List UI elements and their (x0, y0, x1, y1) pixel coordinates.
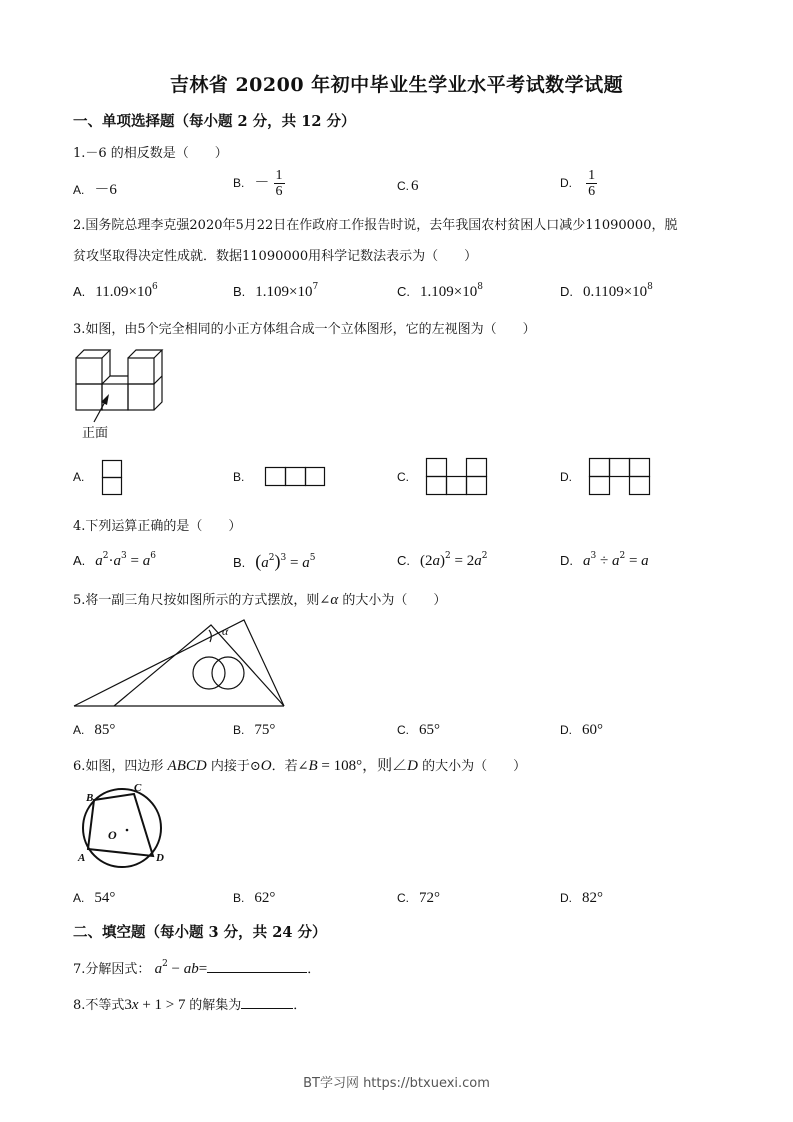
option-label: A. (73, 891, 85, 905)
q4-option-d: D. $a^3 \div a^2 = a$ (560, 551, 649, 569)
numerator: 1 (588, 168, 596, 183)
alpha-variable: α (330, 592, 339, 608)
option-label: B. (233, 555, 246, 570)
vertex-c-label: C (134, 782, 142, 794)
question-1-stem (73, 142, 228, 161)
alpha-label: α (222, 624, 229, 638)
question-text: －6 的相反数是（ ） (85, 146, 228, 161)
q2-option-c (397, 282, 483, 301)
q4-option-c: C. $(2a)^2 = 2a^2$ (397, 551, 488, 569)
section-heading-choice: 一、单项选择题（每小题 2 分，共 12 分） (73, 113, 356, 130)
question-text: 将一副三角尺按如图所示的方式摆放，则∠ (85, 593, 331, 608)
q6-option-d (560, 890, 603, 907)
option-label: A. (73, 470, 85, 484)
question-text: 下列运算正确的是（ ） (85, 519, 242, 534)
vertex-a-label: A (78, 852, 86, 864)
option-label: B. (233, 470, 245, 484)
option-label: A. (73, 553, 86, 568)
circle-name: O (260, 758, 272, 774)
q6-option-a (73, 890, 115, 907)
question-text: ．若∠ (271, 759, 309, 774)
option-label: B. (233, 284, 246, 299)
option-label: A. (73, 183, 85, 197)
question-4-stem (73, 515, 241, 534)
center-o-label: O (108, 828, 117, 842)
answer-blank[interactable] (207, 972, 307, 973)
q3-option-c-view (426, 458, 488, 496)
option-value: －6 (94, 182, 117, 198)
q4-option-a: A. $a^2\cdot a^3 = a^6$ (73, 551, 156, 569)
option-value: 11.09×10 (95, 284, 152, 300)
answer-blank[interactable] (241, 1008, 293, 1009)
question-7: 7.分解因式： $a^2 - ab=$ ． (73, 959, 321, 977)
option-label: A. (73, 723, 85, 737)
question-5-stem (73, 589, 446, 609)
option-value: 62° (254, 890, 276, 906)
question-text: = 108°，则∠ (317, 758, 408, 774)
option-value: 1.109×10 (255, 284, 313, 300)
q3-option-d-view (589, 458, 651, 496)
question-text: 分解因式： (85, 962, 151, 977)
q2-option-d (560, 282, 653, 301)
question-number: 2. (73, 218, 86, 233)
option-value: 1.109×10 (420, 284, 478, 300)
denominator: 6 (588, 184, 596, 199)
option-value: 60° (582, 722, 603, 738)
question-number: 1. (73, 146, 86, 161)
q3-option-a-view (102, 460, 122, 496)
q4-option-b: B. $(a^2)^3 = a^5$ (233, 551, 316, 571)
option-label: D. (560, 891, 572, 905)
option-value: 6 (411, 178, 419, 194)
question-text: 国务院总理李克强2020年5月22日在作政府工作报告时说，去年我国农村贫困人口减少11090000，脱 (85, 218, 678, 233)
option-value: 75° (254, 722, 276, 738)
footer-watermark: BT学习网 https://btxuexi.com (303, 1076, 490, 1091)
exponent: 8 (477, 282, 483, 292)
vertex-d-label: D (156, 852, 164, 864)
option-value: 82° (582, 890, 603, 906)
q5-option-d (560, 722, 603, 739)
option-label: D. (560, 176, 572, 190)
cube-figure (76, 350, 176, 420)
option-value: 85° (94, 722, 116, 738)
question-6-stem (73, 754, 526, 775)
option-label: B. (233, 176, 245, 190)
section-heading-fill-blank: 二、填空题（每小题 3 分，共 24 分） (73, 924, 327, 941)
fraction (586, 168, 597, 199)
vertex-b-label: B (86, 792, 94, 804)
question-text: 如图，四边形 (85, 759, 168, 774)
option-label: D. (560, 723, 572, 737)
question-number: 3. (73, 322, 86, 337)
triangle-rulers-figure (72, 615, 288, 710)
q1-option-d (560, 168, 597, 199)
question-number: 7. (73, 962, 86, 977)
q6-option-c (397, 890, 440, 907)
page-title: 吉林省 20200 年初中毕业生学业水平考试数学试题 (169, 74, 624, 96)
q3-option-b-view (265, 467, 325, 487)
q3-option-b (233, 470, 254, 485)
question-text: 的大小为（ ） (417, 759, 527, 774)
option-value: 72° (419, 890, 440, 906)
option-label: C. (397, 179, 409, 193)
option-label: C. (397, 891, 409, 905)
question-text-end: 的大小为（ ） (338, 593, 447, 608)
front-label: 正面 (82, 426, 109, 441)
q5-option-c (397, 722, 440, 739)
denominator: 6 (275, 184, 283, 199)
q2-option-b (233, 282, 318, 301)
angle-b: B (308, 758, 318, 774)
question-8: 8.不等式3x + 1 > 7 的解集为 ． (73, 997, 307, 1013)
q2-option-a (73, 282, 158, 301)
question-number: 8. (73, 998, 86, 1013)
option-label: D. (560, 553, 573, 568)
question-3-stem (73, 318, 536, 337)
q1-option-a (73, 178, 117, 199)
option-value: 0.1109×10 (583, 284, 648, 300)
exponent: 6 (151, 282, 158, 292)
option-label: B. (233, 891, 245, 905)
option-label: C. (397, 723, 409, 737)
option-label: D. (560, 470, 572, 484)
option-label: A. (73, 284, 86, 299)
exponent: 8 (647, 282, 653, 292)
fraction (274, 168, 285, 199)
q1-option-c (397, 178, 419, 195)
numerator: 1 (275, 168, 283, 183)
option-label: D. (560, 284, 573, 299)
question-text: 如图，由5个完全相同的小正方体组合成一个立体图形，它的左视图为（ ） (85, 322, 536, 337)
period: ． (307, 962, 321, 977)
question-2-stem-line1 (73, 214, 677, 233)
question-number: 6. (73, 759, 86, 774)
q6-option-b (233, 890, 275, 907)
question-number: 4. (73, 519, 86, 534)
option-value: 54° (94, 890, 116, 906)
option-label: C. (397, 553, 410, 568)
option-label: C. (397, 284, 410, 299)
q3-option-c (397, 470, 419, 485)
q1-option-b (233, 168, 285, 199)
q5-option-b (233, 722, 275, 739)
question-2-stem-line2: 贫攻坚取得决定性成就．数据11090000用科学记数法表示为（ ） (73, 249, 478, 264)
q5-option-a (73, 722, 115, 739)
period: ． (293, 998, 307, 1013)
angle-d: D (407, 758, 418, 774)
exponent: 7 (312, 282, 319, 292)
q3-option-d (560, 470, 582, 485)
quadrilateral-name: ABCD (167, 758, 207, 774)
q3-option-a (73, 470, 94, 485)
option-label: C. (397, 470, 409, 484)
question-number: 5. (73, 593, 86, 608)
option-value: 65° (419, 722, 440, 738)
option-label: B. (233, 723, 245, 737)
question-text: 内接于⊙ (206, 759, 261, 774)
option-sign: － (254, 175, 270, 191)
